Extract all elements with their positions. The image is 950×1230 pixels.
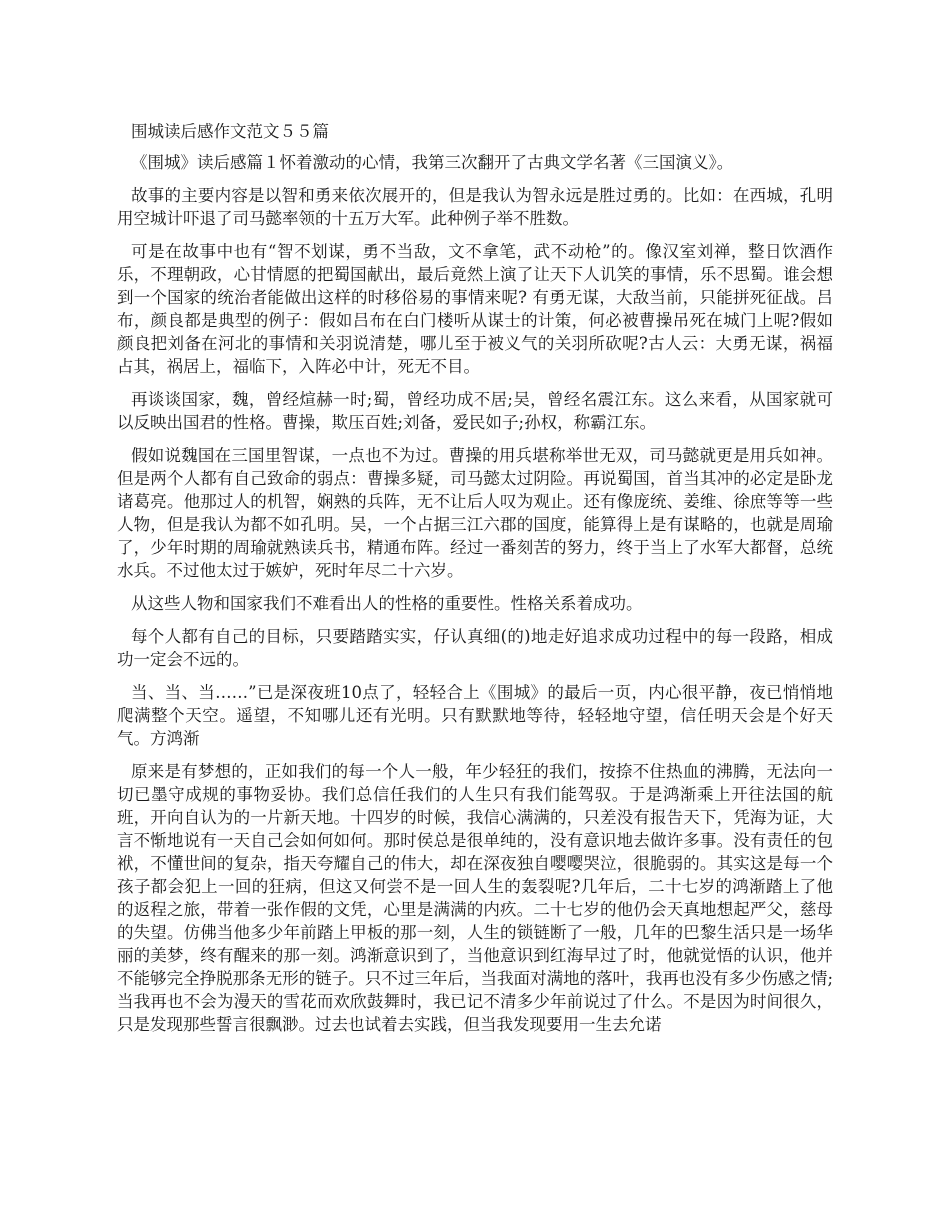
document-page <box>117 120 833 1046</box>
paragraph-8: 当、当、当……”已是深夜班10点了，轻轻合上《围城》的最后一页，内心很平静，夜已悄悄地爬满整个天空。遥望，不知哪儿还有光明。只有默默地等待，轻轻地守望，信任明天会是个好天气。方鸿渐 <box>117 683 833 748</box>
paragraph-5: 假如说魏国在三国里智谋，一点也不为过。曹操的用兵堪称举世无双，司马懿就更是用兵如神。但是两个人都有自己致命的弱点：曹操多疑，司马懿太过阴险。再说蜀国，首当其冲的必定是卧龙诸葛亮。他那过人的机智，娴熟的兵阵，无不让后人叹为观止。还有像庞统、姜维、徐庶等等一些人物，但是我认为都不如孔明。吴，一个占据三江六郡的国度，能算得上是有谋略的，也就是周瑜了，少年时期的周瑜就熟读兵书，精通布阵。经过一番刻苦的努力，终于当上了水军大都督，总统水兵。不过他太过于嫉妒，死时年尽二十六岁。 <box>117 446 833 580</box>
paragraph-2: 故事的主要内容是以智和勇来依次展开的，但是我认为智永远是胜过勇的。比如：在西城，孔明用空城计吓退了司马懿率领的十五万大军。此种例子举不胜数。 <box>117 186 833 228</box>
paragraph-9: 原来是有梦想的，正如我们的每一个人一般，年少轻狂的我们，按捺不住热血的沸腾，无法向一切已墨守成规的事物妥协。我们总信任我们的人生只有我们能驾驭。于是鸿渐乘上开往法国的航班，开向自认为的一片新天地。十四岁的时候，我信心满满的，只差没有报告天下，凭海为证，大言不惭地说有一天自己会如何如何。那时侯总是很单纯的，没有意识地去做许多事。没有责任的包袱，不懂世间的复杂，指天夸耀自己的伟大，却在深夜独自嘤嘤哭泣，很脆弱的。其实这是每一个孩子都会犯上一回的狂病，但这又何尝不是一回人生的轰裂呢?几年后，二十七岁的鸿渐踏上了他的返程之旅，带着一张作假的文凭，心里是满满的内疚。二十七岁的他仍会天真地想起严父，慈母的失望。仿佛当他多少年前踏上甲板的那一刻，人生的锁链断了一般，几年的巴黎生活只是一场华丽的美梦，终有醒来的那一刻。鸿渐意识到了，当他意识到红海早过了时，他就觉悟的认识，他并不能够完全挣脱那条无形的链子。只不过三年后，当我面对满地的落叶，我再也没有多少伤感之情;当我再也不会为漫天的雪花而欢欣鼓舞时，我已记不清多少年前说过了什么。不是因为时间很久，只是发现那些誓言很飘渺。过去也试着去实践，但当我发现要用一生去允诺 <box>117 762 833 1034</box>
paragraph-4: 再谈谈国家，魏，曾经煊赫一时;蜀，曾经功成不居;吴，曾经名震江东。这么来看，从国家就可以反映出国君的性格。曹操，欺压百姓;刘备，爱民如子;孙权，称霸江东。 <box>117 390 833 432</box>
paragraph-3: 可是在故事中也有“智不划谋，勇不当敌，文不拿笔，武不动枪”的。像汉室刘禅，整日饮酒作乐，不理朝政，心甘情愿的把蜀国献出，最后竟然上演了让天下人讥笑的事情，乐不思蜀。谁会想到一个国家的统治者能做出这样的时移俗易的事情来呢? 有勇无谋，大敌当前，只能拼死征战。吕布，颜良都是典型的例子：假如吕布在白门楼听从谋士的计策，何必被曹操吊死在城门上呢?假如颜良把刘备在河北的事情和关羽说清楚，哪儿至于被义气的关羽所砍呢?古人云：大勇无谋，祸福占其，祸居上，福临下，入阵必中计，死无不目。 <box>117 242 833 376</box>
paragraph-1: 《围城》读后感篇１怀着激动的心情，我第三次翻开了古典文学名著《三国演义》。 <box>131 153 734 172</box>
paragraph-7: 每个人都有自己的目标，只要踏踏实实，仔认真细(的)地走好追求成功过程中的每一段路，相成功一定会不远的。 <box>117 627 833 669</box>
document-title: 围城读后感作文范文５５篇 <box>131 122 329 141</box>
paragraph-6: 从这些人物和国家我们不难看出人的性格的重要性。性格关系着成功。 <box>131 594 643 613</box>
